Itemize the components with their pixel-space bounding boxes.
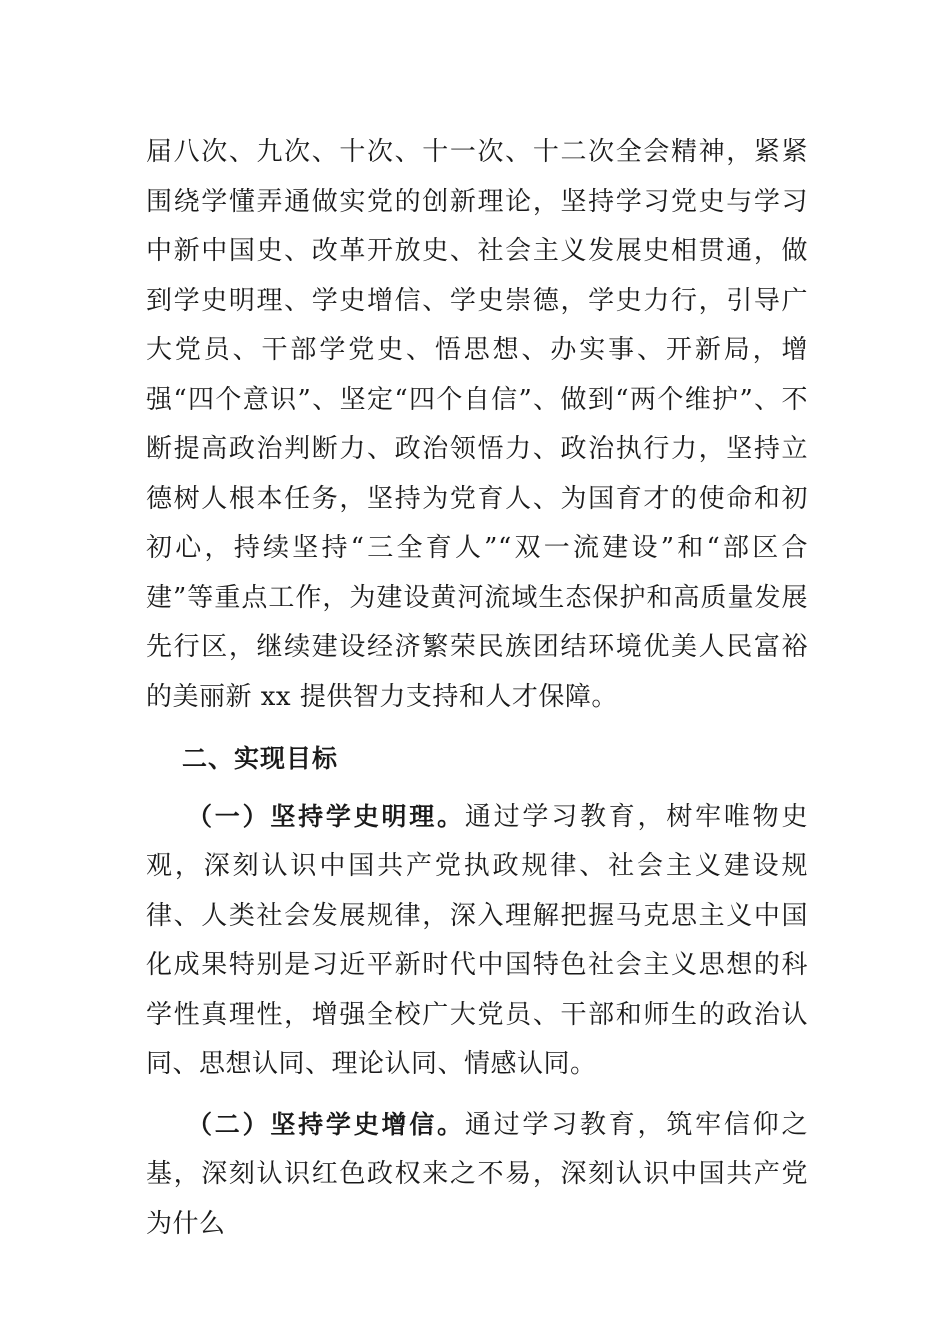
section-heading: 二、实现目标 [182, 744, 339, 773]
goal-item-1 [146, 792, 808, 1090]
goal-item-1-body: 通过学习教育，树牢唯物史观，深刻认识中国共产党执政规律、社会主义建设规律、人类社会发展规律，深入理解把握马克思主义中国化成果特别是习近平新时代中国特色社会主义思想的科学性真理性，增强全校广大党员、干部和师生的政治认同、思想认同、理论认同、情感认同。 [146, 801, 808, 1079]
goal-item-2-body: 通过学习教育，筑牢信仰之基，深刻认识红色政权来之不易，深刻认识中国共产党为什么 [146, 1109, 808, 1239]
goal-item-1-lead: （一）坚持学史明理。 [187, 801, 465, 831]
intro-paragraph: 届八次、九次、十次、十一次、十二次全会精神，紧紧围绕学懂弄通做实党的创新理论，坚持学习党史与学习中新中国史、改革开放史、社会主义发展史相贯通，做到学史明理、学史增信、学史崇德，学史力行，引导广大党员、干部学党史、悟思想、办实事、开新局，增强“四个意识”、坚定“四个自信”、做到“两个维护”、不断提高政治判断力、政治领悟力、政治执行力，坚持立德树人根本任务，坚持为党育人、为国育才的使命和初初心，持续坚持“三全育人”“双一流建设”和“部区合建”等重点工作，为建设黄河流域生态保护和高质量发展先行区，继续建设经济繁荣民族团结环境优美人民富裕的美丽新 xx 提供智力支持和人才保障。 [146, 137, 808, 712]
goal-item-2 [146, 1100, 808, 1250]
document-body [146, 128, 808, 1249]
goal-item-2-lead: （二）坚持学史增信。 [187, 1109, 465, 1139]
